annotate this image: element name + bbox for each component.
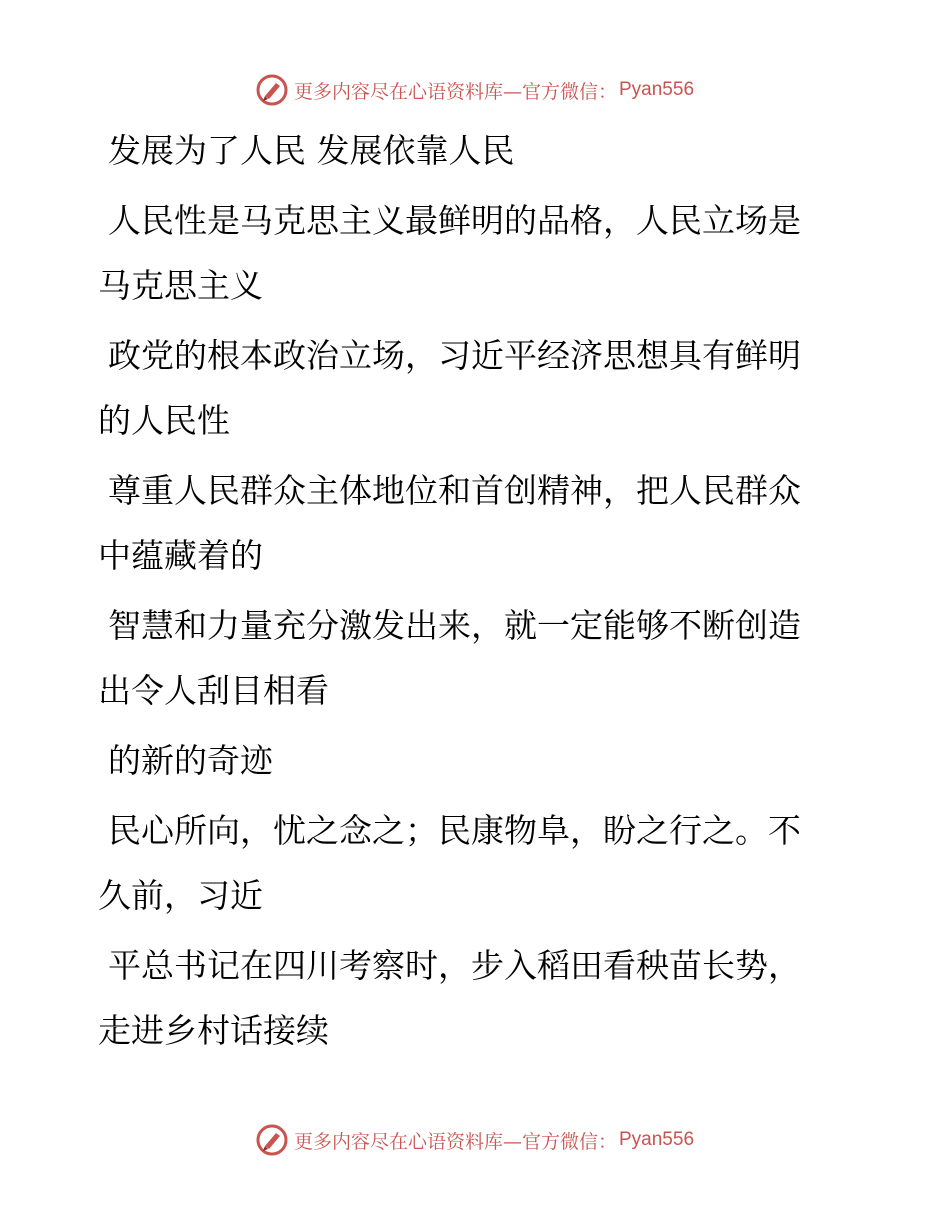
banner-text: 更多内容尽在心语资料库—官方微信： xyxy=(293,1130,617,1153)
pen-logo-icon xyxy=(256,74,288,106)
paragraph xyxy=(98,933,838,1063)
text-line: 中蕴藏着的 xyxy=(98,536,263,575)
text-line: 智慧和力量充分激发出来，就一定能够不断创造 xyxy=(108,606,801,645)
paragraph xyxy=(98,458,838,588)
banner-wechat-id: Pyan556 xyxy=(619,1129,695,1150)
text-line: 马克思主义 xyxy=(98,266,263,305)
text-line: 人民性是马克思主义最鲜明的品格，人民立场是 xyxy=(108,201,801,240)
text-line: 平总书记在四川考察时，步入稻田看秧苗长势， xyxy=(108,946,801,985)
text-line: 的新的奇迹 xyxy=(108,741,273,780)
banner-wechat-id: Pyan556 xyxy=(619,79,695,100)
banner-text: 更多内容尽在心语资料库—官方微信： xyxy=(293,80,617,103)
text-line: 的人民性 xyxy=(98,401,230,440)
paragraph xyxy=(98,728,838,793)
text-line: 民心所向，忧之念之；民康物阜，盼之行之。不 xyxy=(108,811,801,850)
document-body xyxy=(98,118,838,1068)
footer-banner xyxy=(0,1120,950,1160)
paragraph xyxy=(98,323,838,453)
paragraph xyxy=(98,798,838,928)
header-banner xyxy=(0,70,950,110)
pen-logo-icon xyxy=(256,1124,288,1156)
text-line: 出令人刮目相看 xyxy=(98,671,329,710)
paragraph xyxy=(98,188,838,318)
text-line: 政党的根本政治立场，习近平经济思想具有鲜明 xyxy=(108,336,801,375)
text-line: 走进乡村话接续 xyxy=(98,1011,329,1050)
text-line: 久前，习近 xyxy=(98,876,263,915)
text-line: 发展为了人民 发展依靠人民 xyxy=(108,131,515,170)
paragraph xyxy=(98,118,838,183)
text-line: 尊重人民群众主体地位和首创精神，把人民群众 xyxy=(108,471,801,510)
paragraph xyxy=(98,593,838,723)
